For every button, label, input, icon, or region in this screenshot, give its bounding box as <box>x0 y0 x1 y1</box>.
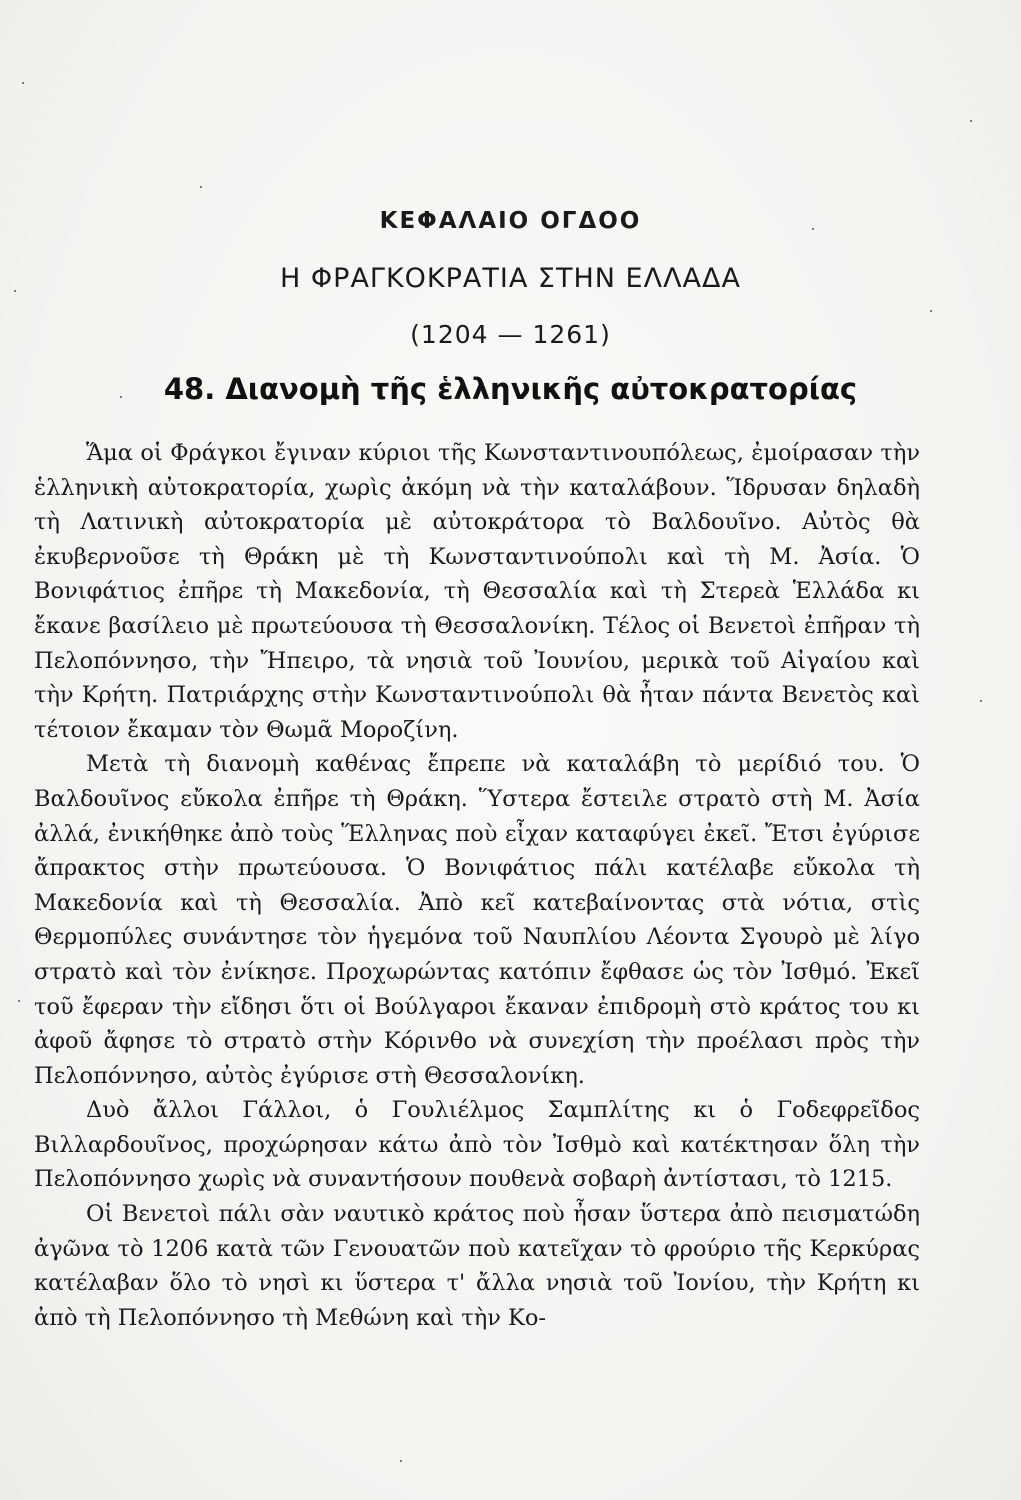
paragraph: Ἅμα οἱ Φράγκοι ἔγιναν κύριοι τῆς Κωνσταντινουπόλεως, ἐμοίρασαν τὴν ἑλληνικὴ αὐτοκρατορία, χωρὶς ἀκόμη νὰ τὴν καταλάβουν. Ἵδρυσαν δηλαδὴ τὴ Λατινικὴ αὐτοκρατορία μὲ αὐτοκράτορα τὸ Βαλδουῖνο. Αὐτὸς θὰ ἐκυβερνοῦσε τὴ Θράκη μὲ τὴ Κωνσταντινούπολι καὶ τὴ Μ. Ἀσία. Ὁ Βονιφάτιος ἐπῆρε τὴ Μακεδονία, τὴ Θεσσαλία καὶ τὴ Στερεὰ Ἑλλάδα κι ἔκανε βασίλειο μὲ πρωτεύουσα τὴ Θεσσαλονίκη. Τέλος οἱ Βενετοὶ ἐπῆραν τὴ Πελοπόννησο, τὴν Ἤπειρο, τὰ νησιὰ τοῦ Ἰουνίου, μερικὰ τοῦ Αἰγαίου καὶ τὴν Κρήτη. Πατριάρχης στὴν Κωνσταντινούπολι θὰ ἦταν πάντα Βενετὸς καὶ τέτοιον ἔκαμαν τὸν Θωμᾶ Μοροζίνη. <box>34 440 920 743</box>
scan-speck <box>120 396 122 398</box>
chapter-title: Η ΦΡΑΓΚΟΚΡΑΤΙΑ ΣΤΗΝ ΕΛΛΑΔΑ <box>280 263 741 294</box>
scan-speck <box>812 228 814 230</box>
scan-speck <box>18 1000 20 1002</box>
chapter-years: (1204 — 1261) <box>410 320 611 349</box>
scan-speck <box>400 1460 402 1462</box>
section-heading: 48. Διανομὴ τῆς ἑλληνικῆς αὐτοκρατορίας <box>163 372 858 406</box>
scan-speck <box>980 700 982 702</box>
scan-speck <box>200 186 202 188</box>
scan-speck <box>14 290 16 292</box>
paragraph: Μετὰ τὴ διανομὴ καθένας ἔπρεπε νὰ καταλάβη τὸ μερίδιό του. Ὁ Βαλδουῖνος εὔκολα ἐπῆρε τὴ Θράκη. Ὕστερα ἔστειλε στρατὸ στὴ Μ. Ἀσία ἀλλά, ἐνικήθηκε ἀπὸ τοὺς Ἕλληνας ποὺ εἶχαν καταφύγει ἐκεῖ. Ἔτσι ἐγύρισε ἄπρακτος στὴν πρωτεύουσα. Ὁ Βονιφάτιος πάλι κατέλαβε εὔκολα τὴ Μακεδονία καὶ τὴ Θεσσαλία. Ἀπὸ κεῖ κατεβαίνοντας στὰ νότια, στὶς Θερμοπύλες συνάντησε τὸν ἡγεμόνα τοῦ Ναυπλίου Λέοντα Σγουρὸ μὲ λίγο στρατὸ καὶ τὸν ἐνίκησε. Προχωρώντας κατόπιν ἔφθασε ὡς τὸν Ἰσθμό. Ἐκεῖ τοῦ ἔφεραν τὴν εἴδησι ὅτι οἱ Βούλγαροι ἔκαναν ἐπιδρομὴ στὸ κράτος του κι ἀφοῦ ἄφησε τὸ στρατὸ στὴν Κόρινθο νὰ συνεχίση τὴν προέλασι πρὸς τὴν Πελοπόννησο, αὐτὸς ἐγύρισε στὴ Θεσσαλονίκη. <box>34 751 920 1089</box>
paragraph: Οἱ Βενετοὶ πάλι σὰν ναυτικὸ κράτος ποὺ ἦσαν ὕστερα ἀπὸ πεισματώδη ἀγῶνα τὸ 1206 κατὰ τῶν Γενουατῶν ποὺ κατεῖχαν τὸ φρούριο τῆς Κερκύρας κατέλαβαν ὅλο τὸ νησὶ κι ὕστερα τ' ἄλλα νησιὰ τοῦ Ἰονίου, τὴν Κρήτη κι ἀπὸ τὴ Πελοπόννησο τὴ Μεθώνη καὶ τὴν Κο- <box>34 1201 920 1331</box>
chapter-label: ΚΕΦΑΛΑΙΟ ΟΓΔΟΟ <box>379 208 642 234</box>
paragraph: Δυὸ ἄλλοι Γάλλοι, ὁ Γουλιέλμος Σαμπλίτης κι ὁ Γοδεφρεῖδος Βιλλαρδουῖνος, προχώρησαν κάτω ἀπὸ τὸν Ἰσθμὸ καὶ κατέκτησαν ὅλη τὴν Πελοπόννησο χωρὶς νὰ συναντήσουν πουθενὰ σοβαρὴ ἀντίστασι, τὸ 1215. <box>34 1097 920 1193</box>
scan-speck <box>22 82 24 84</box>
body-text <box>34 436 920 1335</box>
scan-speck <box>930 310 932 312</box>
scan-speck <box>970 120 972 122</box>
